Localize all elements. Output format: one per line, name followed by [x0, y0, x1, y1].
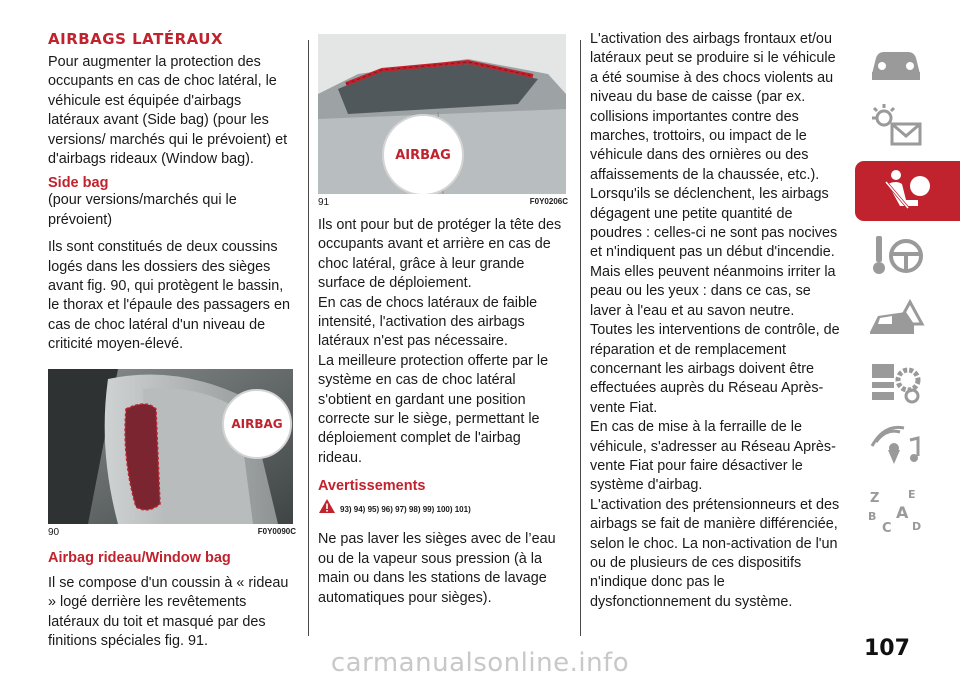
col2-paragraph: La meilleure protection offerte par le système en cas de choc latéral s'obtient en gardant une position correcte sur le siège, permettant le déploiement complet de l'airbag rideau.	[318, 352, 549, 466]
airbag-label: AIRBAG	[395, 147, 451, 163]
figure-90	[48, 369, 296, 538]
window-bag-heading: Airbag rideau/Window bag	[48, 549, 231, 566]
warning-references: 93) 94) 95) 96) 97) 98) 99) 100) 101)	[340, 505, 471, 515]
warnings-row	[318, 498, 568, 514]
figure-91	[318, 34, 568, 208]
seat-photo	[48, 369, 293, 524]
car-dashboard-icon	[866, 38, 926, 88]
column-3	[590, 30, 844, 612]
tab-emergency[interactable]	[855, 289, 937, 349]
tab-maintenance[interactable]	[855, 353, 937, 413]
tab-multimedia[interactable]	[855, 417, 937, 477]
col3-paragraph: L'activation des prétensionneurs et des airbags se fait de manière différenciée, selon le choc. La non-activation de l'un ou de plusieurs de ces dispositifs n'indique donc pas le dysfonctionnement du système.	[590, 496, 840, 610]
col2-body	[318, 216, 568, 468]
index-letter: C	[882, 521, 892, 536]
figure-number: 90	[48, 526, 60, 538]
tab-safety[interactable]	[855, 161, 960, 221]
breakdown-icon	[866, 294, 926, 344]
tab-warning-lights[interactable]	[855, 97, 937, 157]
col3-paragraph: En cas de mise à la ferraille de le véhicule, s'adresser au Réseau Après-vente Fiat pour faire désactiver le système d'airbag.	[590, 419, 836, 494]
warnings-heading: Avertissements	[318, 478, 426, 495]
section-title: AIRBAGS LATÉRAUX	[48, 30, 224, 48]
maintenance-icon	[866, 358, 926, 408]
airbag-label: AIRBAG	[231, 416, 283, 431]
side-bag-note: (pour versions/marchés qui le prévoient)	[48, 192, 237, 228]
figure-code: F0Y0206C	[529, 197, 568, 206]
col3-paragraph: L'activation des airbags frontaux et/ou latéraux peut se produire si le véhicule a été soumise à des chocs violents au niveau du base de caisse (par ex. collisions importantes contre des marches, trottoirs, ou impact de le véhicule dans des ornières ou des affaissements de la chaussée, etc.).	[590, 31, 836, 183]
chapter-index-tabs	[855, 33, 960, 545]
tab-dashboard[interactable]	[855, 33, 937, 93]
figure-91-caption	[318, 197, 568, 208]
airbag-callout	[382, 114, 464, 194]
col2-paragraph: En cas de chocs latéraux de faible intensité, l'activation des airbags latéraux n'est pas nécessaire.	[318, 294, 538, 350]
index-letter: A	[896, 503, 909, 522]
intro-paragraph: Pour augmenter la protection des occupants en cas de choc latéral, le véhicule est équipée d'airbags latéraux avant (Side bag) (pour les versions/ marchés qui le prévoient) et d'airbags rideaux (Window bag).	[48, 54, 288, 168]
col2-paragraph: Ils ont pour but de protéger la tête des occupants avant et arrière en cas de choc latéral, grâce à leur grande surface de déploiement.	[318, 217, 562, 292]
multimedia-icon	[866, 422, 926, 472]
figure-number: 91	[318, 197, 330, 208]
index-letter: B	[868, 510, 877, 523]
seatbelt-airbag-icon	[878, 166, 938, 216]
col3-paragraph: Lorsqu'ils se déclenchent, les airbags dégagent une petite quantité de poudres : celles-ci ne sont pas nocives et n'indiquent pas un début d'incendie. Mais elles peuvent néanmoins irriter la peau ou les yeux : dans ce cas, se laver à l'eau et au savon neutre.	[590, 186, 838, 319]
column-1	[48, 30, 296, 651]
seat-wash-paragraph: Ne pas laver les sièges avec de l’eau ou de la vapeur sous pression (à la main ou dans les stations de lavage automatiques pour sièges).	[318, 531, 556, 606]
warning-lights-icon	[866, 102, 926, 152]
figure-code: F0Y0090C	[257, 526, 296, 536]
warning-triangle-icon	[318, 498, 336, 514]
index-letter: E	[908, 488, 916, 501]
column-2	[318, 34, 568, 608]
page-number: 107	[864, 636, 910, 661]
airbag-callout	[222, 389, 292, 459]
index-letter: D	[912, 520, 922, 533]
side-bag-heading: Side bag	[48, 175, 109, 192]
watermark: carmanualsonline.info	[330, 648, 630, 678]
column-divider	[580, 40, 581, 636]
column-divider	[308, 40, 309, 636]
figure-90-caption	[48, 527, 296, 538]
car-photo	[318, 34, 566, 194]
window-bag-text: Il se compose d'un coussin à « rideau » logé derrière les revêtements latéraux du toit et masqué par des finitions spéciales fig. 91.	[48, 574, 289, 649]
tab-starting-driving[interactable]	[855, 225, 937, 285]
key-steering-wheel-icon	[866, 230, 926, 280]
col3-paragraph: Toutes les interventions de contrôle, de réparation et de remplacement concernant les airbags doivent être effectuées auprès du Réseau Après-vente Fiat.	[590, 322, 840, 416]
alphabetical-index-icon	[866, 486, 926, 536]
index-letter: Z	[870, 491, 880, 506]
side-bag-text: Ils sont constitués de deux coussins logés dans les dossiers des sièges avant fig. 90, qui protègent le bassin, le thorax et l'épaule des passagers en cas de choc latéral d'un niveau de criticité moyen-élevé.	[48, 239, 290, 353]
tab-index[interactable]	[855, 481, 937, 541]
